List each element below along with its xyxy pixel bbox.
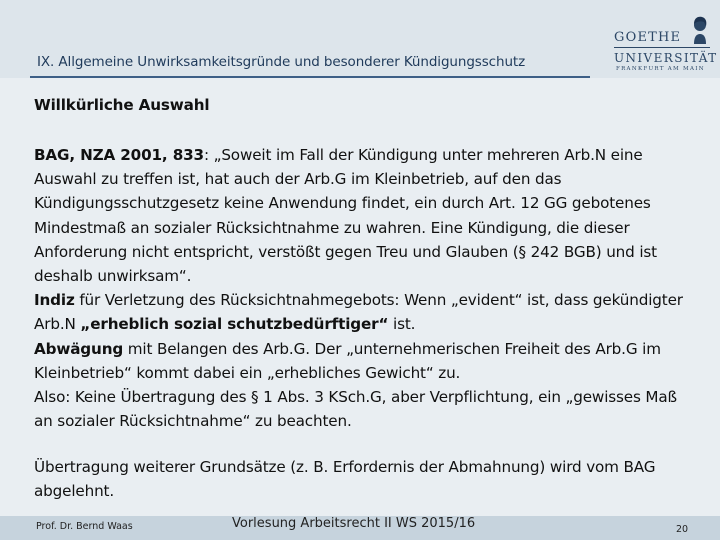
term-abwaegung: Abwägung (34, 339, 124, 358)
header-divider (30, 76, 590, 78)
citation: BAG, NZA 2001, 833 (34, 146, 204, 164)
quote-text: : „Soweit im Fall der Kündigung unter mehreren Arb.N eine Auswahl zu treffen ist, hat auch der Arb.G im Kleinbetrieb, auf den das Kündigungsschutzgesetz keine Anwendung findet, ein durch Art. 12 GG gebotenes Mindestmaß an sozialer Rücksichtnahme zu wahren. Eine Kündigung, die dieser Anforderung nicht entspricht, verstößt gegen Treu und Glauben (§ 242 BGB) und ist deshalb unwirksam“. (34, 146, 657, 286)
emphasis-schutzbeduerftig: „erheblich sozial schutzbedürftiger“ (80, 315, 389, 334)
slide-subtitle: Willkürliche Auswahl (34, 96, 210, 114)
logo-divider (614, 47, 710, 48)
abwaegung-text: mit Belangen des Arb.G. Der „unternehmerischen Freiheit des Arb.G im Kleinbetrieb“ kommt dabei ein „erhebliches Gewicht“ zu. (34, 339, 661, 382)
footer-author: Prof. Dr. Bernd Waas (36, 521, 133, 532)
paragraph-conclusion: Also: Keine Übertragung des § 1 Abs. 3 KSch.G, aber Verpflichtung, ein „gewisses Maß an sozialer Rücksichtnahme“ zu beachten. (34, 388, 677, 431)
indiz-end: ist. (388, 315, 416, 334)
slide-body (34, 143, 689, 433)
logo-text-universitaet: UNIVERSITÄT (614, 51, 718, 65)
paragraph-further-principles: Übertragung weiterer Grundsätze (z. B. Erfordernis der Abmahnung) wird vom BAG abgelehnt. (34, 458, 656, 501)
university-logo (614, 14, 718, 76)
goethe-portrait-icon (688, 14, 712, 46)
indiz-text: für Verletzung des Rücksichtnahmegebots: Wenn „evident“ ist, dass gekündigter Arb.N (34, 291, 683, 334)
paragraph-bag-quote (34, 143, 689, 288)
page-number: 20 (676, 524, 689, 535)
paragraph-abwaegung (34, 337, 689, 385)
paragraph-indiz (34, 288, 689, 336)
term-indiz: Indiz (34, 291, 75, 310)
page-title: IX. Allgemeine Unwirksamkeitsgründe und besonderer Kündigungsschutz (37, 54, 526, 70)
logo-text-goethe: GOETHE (614, 30, 682, 45)
logo-text-frankfurt: FRANKFURT AM MAIN (616, 66, 705, 72)
footer-lecture: Vorlesung Arbeitsrecht II WS 2015/16 (232, 516, 476, 531)
